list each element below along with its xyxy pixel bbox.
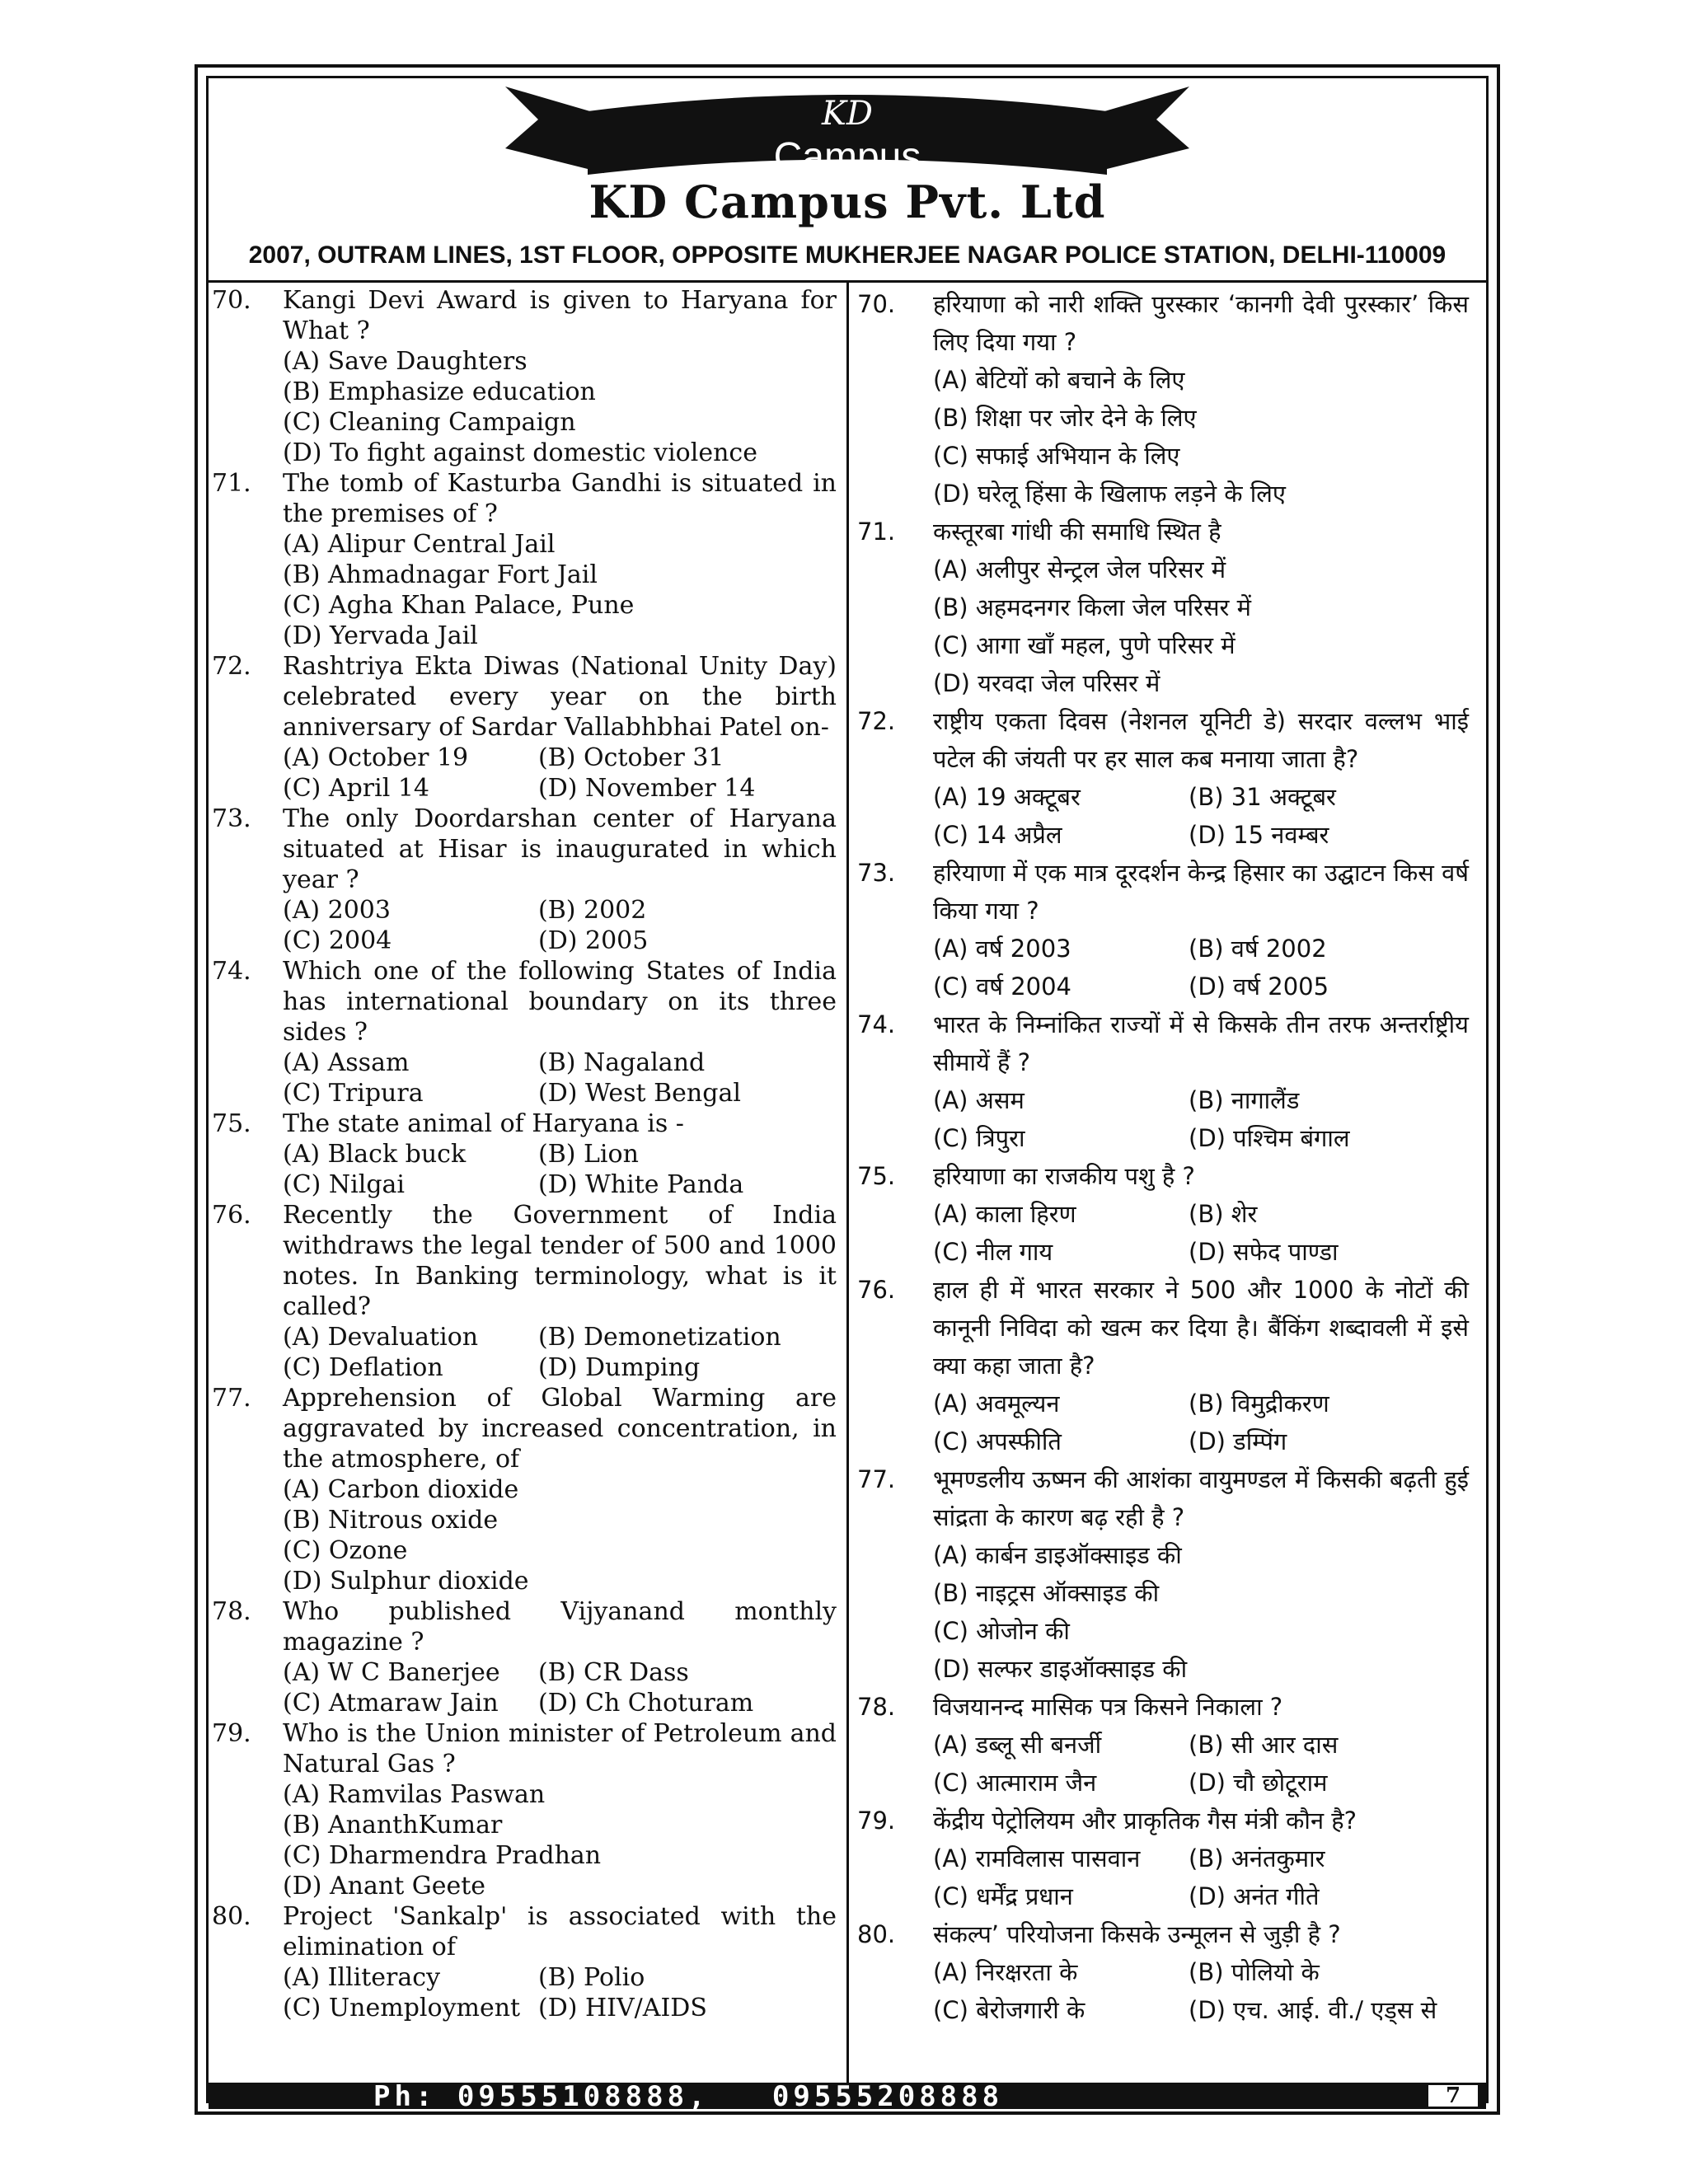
answer-option: (A) Carbon dioxide xyxy=(283,1475,519,1504)
question-number: 71. xyxy=(857,518,896,546)
question-item xyxy=(209,285,843,468)
question-number: 72. xyxy=(857,707,896,735)
question-item xyxy=(851,1688,1487,1802)
answer-option: (B) अहमदनगर किला जेल परिसर में xyxy=(933,593,1251,621)
answer-option: (C) Agha Khan Palace, Pune xyxy=(283,591,635,620)
question-text: हरियाणा का राजकीय पशु है ? xyxy=(933,1162,1195,1190)
answer-option: (B) Nitrous oxide xyxy=(283,1506,499,1535)
question-item xyxy=(209,956,843,1108)
answer-option: (A) अवमूल्यन xyxy=(933,1390,1060,1418)
option-row xyxy=(933,664,1469,702)
question-item xyxy=(209,1200,843,1383)
answer-option: (B) Lion xyxy=(538,1140,639,1169)
kd-logo-mark: KD xyxy=(822,95,873,133)
logo-word: Campus xyxy=(773,135,921,179)
question-item xyxy=(851,1271,1487,1460)
page-number: 7 xyxy=(1428,2085,1478,2107)
question-text: राष्ट्रीय एकता दिवस (नेशनल यूनिटी डे) सरदार वल्लभ भाई पटेल की जंयती पर हर साल कब मनाया जाता है? xyxy=(933,707,1469,773)
question-text: संकल्प’ परियोजना किसके उन्मूलन से जुड़ी है ? xyxy=(933,1920,1341,1948)
option-row xyxy=(933,1953,1469,1991)
answer-option: (A) Assam xyxy=(283,1048,410,1077)
answer-option: (B) पोलियो के xyxy=(1189,1958,1320,1986)
answer-option: (C) धर्मेंद्र प्रधान xyxy=(933,1882,1073,1910)
answer-option: (B) Demonetization xyxy=(538,1323,781,1352)
question-item xyxy=(851,854,1487,1005)
option-row xyxy=(933,816,1469,854)
question-item xyxy=(851,702,1487,854)
question-number: 77. xyxy=(212,1384,251,1413)
answer-option: (C) 2004 xyxy=(283,926,392,955)
question-text: विजयानन्द मासिक पत्र किसने निकाला ? xyxy=(933,1693,1283,1721)
option-row xyxy=(283,1657,837,1688)
answer-option: (A) Illiteracy xyxy=(283,1963,441,1992)
answer-option: (B) CR Dass xyxy=(538,1658,689,1687)
question-text: हाल ही में भारत सरकार ने 500 और 1000 के नोटों की कानूनी निविदा को खत्म कर दिया है। बैंकिंग शब्दावली में इसे क्या कहा जाता है? xyxy=(933,1276,1469,1380)
answer-option: (C) Cleaning Campaign xyxy=(283,408,576,437)
answer-option: (C) Tripura xyxy=(283,1079,424,1108)
question-number: 77. xyxy=(857,1465,896,1493)
answer-option: (C) आत्माराम जैन xyxy=(933,1769,1097,1797)
question-item xyxy=(209,1901,843,2023)
answer-option: (D) White Panda xyxy=(538,1170,744,1199)
option-row xyxy=(283,1535,837,1566)
answer-option: (A) Ramvilas Paswan xyxy=(283,1780,546,1809)
option-row xyxy=(933,437,1469,475)
answer-option: (D) HIV/AIDS xyxy=(538,1994,707,2022)
question-text: केंद्रीय पेट्रोलियम और प्राकृतिक गैस मंत्री कौन है? xyxy=(933,1807,1357,1835)
option-row xyxy=(283,773,837,804)
answer-option: (C) Deflation xyxy=(283,1353,443,1382)
option-row xyxy=(933,361,1469,399)
question-text: Recently the Government of India withdraws the legal tender of 500 and 1000 notes. In Banking terminology, what is it called? xyxy=(283,1201,837,1321)
answer-option: (D) Anant Geete xyxy=(283,1872,486,1900)
option-row xyxy=(283,529,837,560)
question-text: कस्तूरबा गांधी की समाधि स्थित है xyxy=(933,518,1221,546)
answer-option: (C) नील गाय xyxy=(933,1238,1053,1266)
answer-option: (A) Alipur Central Jail xyxy=(283,530,556,559)
option-row xyxy=(283,621,837,651)
answer-option: (A) रामविलास पासवान xyxy=(933,1844,1141,1872)
answer-option: (D) डम्पिंग xyxy=(1189,1427,1287,1455)
answer-option: (C) आगा खाँ महल, पुणे परिसर में xyxy=(933,631,1236,659)
option-row xyxy=(283,1962,837,1993)
question-number: 80. xyxy=(857,1920,896,1948)
question-item xyxy=(851,513,1487,702)
option-row xyxy=(933,551,1469,588)
option-row xyxy=(283,1840,837,1871)
question-item xyxy=(209,804,843,956)
answer-option: (A) Black buck xyxy=(283,1140,467,1169)
hindi-questions-column xyxy=(851,285,1487,2029)
question-number: 76. xyxy=(212,1201,251,1230)
answer-option: (B) सी आर दास xyxy=(1189,1731,1339,1759)
option-row xyxy=(283,377,837,407)
answer-option: (C) 14 अप्रैल xyxy=(933,821,1062,849)
question-item xyxy=(851,1915,1487,2029)
option-row xyxy=(933,1612,1469,1650)
question-item xyxy=(209,1596,843,1718)
answer-option: (C) सफाई अभियान के लिए xyxy=(933,442,1180,470)
answer-option: (A) असम xyxy=(933,1086,1025,1114)
question-item xyxy=(851,285,1487,513)
answer-option: (A) 19 अक्टूबर xyxy=(933,783,1081,811)
option-row xyxy=(283,1566,837,1596)
answer-option: (C) Nilgai xyxy=(283,1170,406,1199)
answer-option: (D) 2005 xyxy=(538,926,649,955)
option-row xyxy=(933,588,1469,626)
question-item xyxy=(209,468,843,651)
option-row xyxy=(933,1991,1469,2029)
answer-option: (C) Dharmendra Pradhan xyxy=(283,1841,602,1870)
option-row xyxy=(933,1877,1469,1915)
answer-option: (C) अपस्फीति xyxy=(933,1427,1062,1455)
answer-option: (A) Devaluation xyxy=(283,1323,479,1352)
question-text: Apprehension of Global Warming are aggravated by increased concentration, in the atmosphere, of xyxy=(283,1384,837,1474)
answer-option: (C) बेरोजगारी के xyxy=(933,1996,1085,2024)
option-row xyxy=(933,1422,1469,1460)
answer-option: (B) Nagaland xyxy=(538,1048,706,1077)
answer-option: (B) शेर xyxy=(1189,1200,1258,1228)
option-row xyxy=(933,1119,1469,1157)
question-text: The state animal of Haryana is - xyxy=(283,1109,684,1138)
company-address: 2007, OUTRAM LINES, 1ST FLOOR, OPPOSITE MUKHERJEE NAGAR POLICE STATION, DELHI-110009 xyxy=(248,241,1447,269)
answer-option: (B) अनंतकुमार xyxy=(1189,1844,1325,1872)
question-text: Which one of the following States of India has international boundary on its three sides ? xyxy=(283,957,837,1047)
question-item xyxy=(209,1383,843,1596)
question-number: 79. xyxy=(857,1807,896,1835)
column-divider xyxy=(846,282,849,2087)
answer-option: (D) अनंत गीते xyxy=(1189,1882,1320,1910)
question-number: 73. xyxy=(212,804,251,833)
option-row xyxy=(933,626,1469,664)
question-text: भूमण्डलीय ऊष्मन की आशंका वायुमण्डल में किसकी बढ़ती हुई सांद्रता के कारण बढ़ रही है ? xyxy=(933,1465,1469,1531)
answer-option: (B) 2002 xyxy=(538,896,647,925)
option-row xyxy=(933,475,1469,513)
answer-option: (D) यरवदा जेल परिसर में xyxy=(933,669,1160,697)
answer-option: (D) पश्चिम बंगाल xyxy=(1189,1124,1350,1152)
question-text: Who is the Union minister of Petroleum and Natural Gas ? xyxy=(283,1719,837,1779)
answer-option: (B) विमुद्रीकरण xyxy=(1189,1390,1329,1418)
question-number: 74. xyxy=(857,1010,896,1038)
answer-option: (A) वर्ष 2003 xyxy=(933,935,1071,963)
option-row xyxy=(283,1993,837,2023)
option-row xyxy=(933,1195,1469,1233)
option-row xyxy=(283,1047,837,1078)
answer-option: (D) West Bengal xyxy=(538,1079,741,1108)
answer-option: (D) Yervada Jail xyxy=(283,621,478,650)
option-row xyxy=(283,926,837,956)
option-row xyxy=(933,968,1469,1005)
option-row xyxy=(933,399,1469,437)
question-text: भारत के निम्नांकित राज्यों में से किसके तीन तरफ अन्तर्राष्ट्रीय सीमायें हैं ? xyxy=(933,1010,1469,1076)
answer-option: (A) अलीपुर सेन्ट्रल जेल परिसर में xyxy=(933,555,1226,583)
page-header xyxy=(209,78,1486,284)
question-number: 79. xyxy=(212,1719,251,1748)
footer-bar xyxy=(209,2080,1486,2113)
option-row xyxy=(933,1385,1469,1422)
answer-option: (B) Ahmadnagar Fort Jail xyxy=(283,560,598,589)
question-item xyxy=(209,1108,843,1200)
option-row xyxy=(933,1650,1469,1688)
question-number: 78. xyxy=(857,1693,896,1721)
answer-option: (A) 2003 xyxy=(283,896,391,925)
question-text: Rashtriya Ekta Diwas (National Unity Day) celebrated every year on the birth anniversary of Sardar Vallabhbhai Patel on- xyxy=(283,652,837,742)
option-row xyxy=(283,1322,837,1352)
option-row xyxy=(933,1233,1469,1271)
option-row xyxy=(933,1726,1469,1764)
phone-numbers: Ph: 09555108888, 09555208888 xyxy=(373,2080,1004,2113)
english-questions-column xyxy=(209,285,843,2023)
option-row xyxy=(283,1505,837,1535)
option-row xyxy=(283,895,837,926)
option-row xyxy=(283,590,837,621)
answer-option: (A) W C Banerjee xyxy=(283,1658,500,1687)
answer-option: (A) बेटियों को बचाने के लिए xyxy=(933,366,1185,394)
answer-option: (D) एच. आई. वी./ एड्स से xyxy=(1189,1996,1437,2024)
answer-option: (D) चौ छोटूराम xyxy=(1189,1769,1328,1797)
question-text: Kangi Devi Award is given to Haryana for What ? xyxy=(283,286,837,345)
answer-option: (B) शिक्षा पर जोर देने के लिए xyxy=(933,404,1197,432)
answer-option: (C) Unemployment xyxy=(283,1994,521,2022)
option-row xyxy=(933,930,1469,968)
option-row xyxy=(283,1169,837,1200)
answer-option: (A) कार्बन डाइऑक्साइड की xyxy=(933,1541,1182,1569)
option-row xyxy=(933,1574,1469,1612)
question-text: हरियाणा को नारी शक्ति पुरस्कार ‘कानगी देवी पुरस्कार’ किस लिए दिया गया ? xyxy=(933,290,1469,356)
answer-option: (D) To fight against domestic violence xyxy=(283,438,757,467)
answer-option: (C) वर्ष 2004 xyxy=(933,972,1072,1001)
question-text: The only Doordarshan center of Haryana situated at Hisar is inaugurated in which year ? xyxy=(283,804,837,894)
answer-option: (D) November 14 xyxy=(538,774,756,803)
question-number: 71. xyxy=(212,469,251,498)
question-number: 72. xyxy=(212,652,251,681)
question-number: 73. xyxy=(857,859,896,887)
answer-option: (D) सफेद पाण्डा xyxy=(1189,1238,1339,1266)
option-row xyxy=(283,1779,837,1810)
question-number: 75. xyxy=(212,1109,251,1138)
company-name: KD Campus Pvt. Ltd xyxy=(588,176,1106,228)
answer-option: (B) Polio xyxy=(538,1963,645,1992)
question-item xyxy=(209,1718,843,1901)
answer-option: (D) घरेलू हिंसा के खिलाफ लड़ने के लिए xyxy=(933,480,1286,508)
question-item xyxy=(851,1460,1487,1688)
answer-option: (B) नाइट्रस ऑक्साइड की xyxy=(933,1579,1160,1607)
option-row xyxy=(283,1810,837,1840)
answer-option: (C) ओजोन की xyxy=(933,1617,1070,1645)
option-row xyxy=(283,560,837,590)
option-row xyxy=(283,1688,837,1718)
option-row xyxy=(283,743,837,773)
question-item xyxy=(209,651,843,804)
answer-option: (C) Ozone xyxy=(283,1536,408,1565)
option-row xyxy=(283,346,837,377)
answer-option: (C) Atmaraw Jain xyxy=(283,1689,499,1718)
question-number: 76. xyxy=(857,1276,896,1304)
answer-option: (D) Dumping xyxy=(538,1353,701,1382)
answer-option: (A) डब्लू सी बनर्जी xyxy=(933,1731,1102,1759)
question-text: Who published Vijyanand monthly magazine ? xyxy=(283,1597,837,1657)
option-row xyxy=(283,1352,837,1383)
option-row xyxy=(933,1840,1469,1877)
answer-option: (A) Save Daughters xyxy=(283,347,528,376)
question-number: 80. xyxy=(212,1902,251,1931)
option-row xyxy=(933,778,1469,816)
answer-option: (D) Sulphur dioxide xyxy=(283,1567,529,1596)
option-row xyxy=(933,1764,1469,1802)
option-row xyxy=(283,1078,837,1108)
question-item xyxy=(851,1005,1487,1157)
answer-option: (A) निरक्षरता के xyxy=(933,1958,1078,1986)
question-number: 75. xyxy=(857,1162,896,1190)
option-row xyxy=(933,1081,1469,1119)
question-number: 70. xyxy=(857,290,896,318)
option-row xyxy=(283,407,837,438)
option-row xyxy=(283,1139,837,1169)
answer-option: (D) सल्फर डाइऑक्साइड की xyxy=(933,1655,1188,1683)
question-item xyxy=(851,1157,1487,1271)
answer-option: (C) April 14 xyxy=(283,774,430,803)
question-number: 70. xyxy=(212,286,251,315)
answer-option: (A) काला हिरण xyxy=(933,1200,1076,1228)
answer-option: (B) वर्ष 2002 xyxy=(1189,935,1327,963)
answer-option: (B) नागालैंड xyxy=(1189,1086,1300,1114)
option-row xyxy=(283,438,837,468)
answer-option: (D) Ch Choturam xyxy=(538,1689,754,1718)
answer-option: (B) 31 अक्टूबर xyxy=(1189,783,1336,811)
question-item xyxy=(851,1802,1487,1915)
question-text: Project 'Sankalp' is associated with the elimination of xyxy=(283,1902,837,1961)
question-number: 74. xyxy=(212,957,251,986)
option-row xyxy=(933,1536,1469,1574)
answer-option: (D) 15 नवम्बर xyxy=(1189,821,1329,849)
answer-option: (B) Emphasize education xyxy=(283,377,596,406)
question-text: The tomb of Kasturba Gandhi is situated in the premises of ? xyxy=(283,469,837,528)
option-row xyxy=(283,1474,837,1505)
question-text: हरियाणा में एक मात्र दूरदर्शन केन्द्र हिसार का उद्घाटन किस वर्ष किया गया ? xyxy=(933,859,1469,925)
option-row xyxy=(283,1871,837,1901)
answer-option: (B) October 31 xyxy=(538,743,724,772)
answer-option: (C) त्रिपुरा xyxy=(933,1124,1025,1152)
question-number: 78. xyxy=(212,1597,251,1626)
answer-option: (D) वर्ष 2005 xyxy=(1189,972,1329,1001)
answer-option: (B) AnanthKumar xyxy=(283,1811,503,1840)
answer-option: (A) October 19 xyxy=(283,743,469,772)
